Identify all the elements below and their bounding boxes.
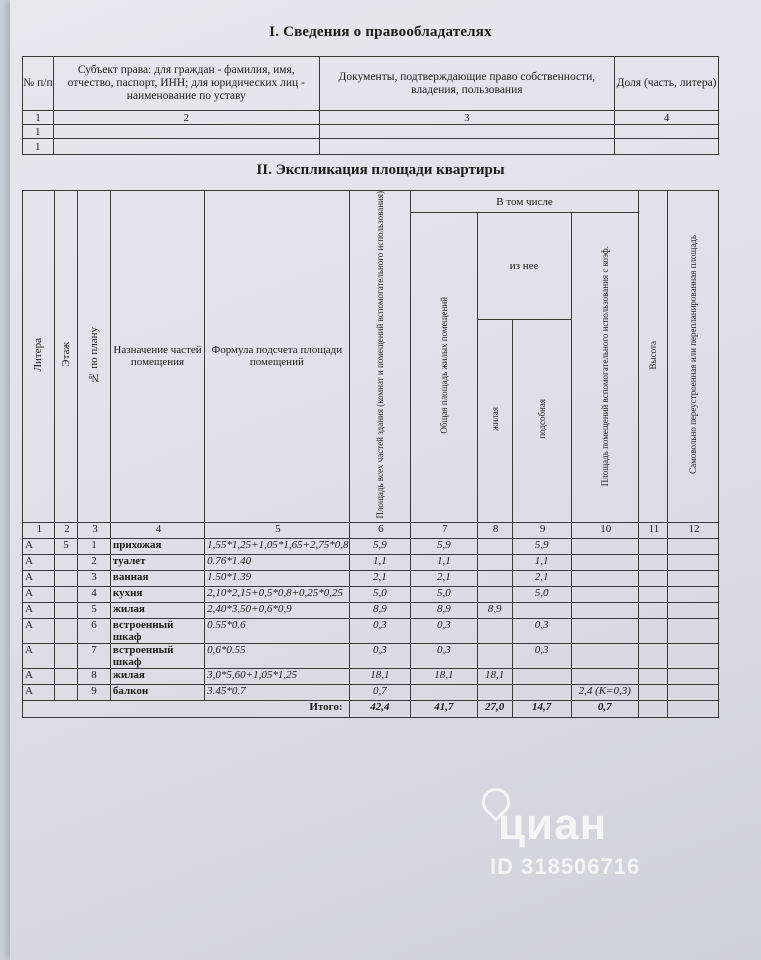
row-purpose: ванная <box>110 570 204 586</box>
row-total: 1,1 <box>349 554 411 570</box>
watermark-id: ID 318506716 <box>490 854 641 879</box>
expl-colnum: 12 <box>667 522 718 538</box>
row-formula: 2,10*2,15+0,5*0,8+0,25*0,25 <box>205 586 349 602</box>
row-floor: 5 <box>54 538 77 554</box>
row-plan-no: 4 <box>78 586 111 602</box>
expl-colnum: 9 <box>512 522 571 538</box>
expl-colnum: 11 <box>638 522 667 538</box>
row-self-rebuilt <box>667 538 718 554</box>
header-aux-coef: Площадь помещений вспомогательного использования с коэф. <box>571 213 638 523</box>
table-row <box>23 668 719 684</box>
row-living <box>477 570 512 586</box>
row-formula: 3,0*5,60+1,05*1,25 <box>205 668 349 684</box>
row-aux-coef: 2,4 (К=0,3) <box>571 684 638 700</box>
row-litera: А <box>23 570 55 586</box>
owners-header-share: Доля (часть, литера) <box>615 57 719 111</box>
row-floor <box>54 618 77 643</box>
header-living: жилая <box>477 319 512 522</box>
row-formula: 3.45*0.7 <box>205 684 349 700</box>
row-total: 0,3 <box>349 618 411 643</box>
owners-colnum: 3 <box>319 111 615 125</box>
cian-watermark <box>462 788 692 888</box>
row-aux-coef <box>571 668 638 684</box>
section1-title: I. Сведения о правообладателях <box>269 24 492 40</box>
table-row <box>23 586 719 602</box>
row-self-rebuilt <box>667 684 718 700</box>
row-purpose: жилая <box>110 668 204 684</box>
row-floor <box>54 602 77 618</box>
header-plan-no: № по плану <box>78 191 111 523</box>
header-including: В том числе <box>411 191 639 213</box>
expl-colnum: 3 <box>78 522 111 538</box>
owners-colnum: 2 <box>53 111 319 125</box>
row-purpose: прихожая <box>110 538 204 554</box>
row-height <box>638 554 667 570</box>
explication-table <box>22 190 719 718</box>
row-litera: А <box>23 643 55 668</box>
row-self-rebuilt <box>667 570 718 586</box>
row-aux <box>512 668 571 684</box>
owner-row-share <box>615 125 719 139</box>
header-auxiliary: подсобная <box>512 319 571 522</box>
expl-colnum: 8 <box>477 522 512 538</box>
row-total: 0,3 <box>349 643 411 668</box>
row-self-rebuilt <box>667 602 718 618</box>
header-of-which: из нее <box>477 213 571 320</box>
row-purpose: балкон <box>110 684 204 700</box>
row-height <box>638 668 667 684</box>
watermark-brand: циан <box>498 800 608 849</box>
row-litera: А <box>23 554 55 570</box>
row-plan-no: 7 <box>78 643 111 668</box>
row-total: 8,9 <box>349 602 411 618</box>
row-total-living: 0,3 <box>411 643 477 668</box>
row-aux-coef <box>571 643 638 668</box>
row-living: 8,9 <box>477 602 512 618</box>
expl-colnum: 6 <box>349 522 411 538</box>
row-litera: А <box>23 586 55 602</box>
row-total-living: 0,3 <box>411 618 477 643</box>
row-purpose: встроенный шкаф <box>110 643 204 668</box>
row-aux-coef <box>571 570 638 586</box>
header-formula: Формула подсчета площади помещений <box>205 191 349 523</box>
table-row <box>23 618 719 643</box>
row-floor <box>54 668 77 684</box>
header-floor: Этаж <box>54 191 77 523</box>
totals-living: 27,0 <box>477 700 512 717</box>
row-plan-no: 3 <box>78 570 111 586</box>
row-total: 2,1 <box>349 570 411 586</box>
totals-label: Итого: <box>23 700 350 717</box>
row-floor <box>54 570 77 586</box>
totals-total-living: 41,7 <box>411 700 477 717</box>
totals-total: 42,4 <box>349 700 411 717</box>
row-total-living: 5,9 <box>411 538 477 554</box>
header-purpose: Назначение частей помещения <box>110 191 204 523</box>
table-row <box>23 602 719 618</box>
row-self-rebuilt <box>667 586 718 602</box>
row-height <box>638 684 667 700</box>
row-litera: А <box>23 602 55 618</box>
row-purpose: кухня <box>110 586 204 602</box>
row-litera: А <box>23 618 55 643</box>
row-formula: 1,55*1,25+1,05*1,65+2,75*0,8 <box>205 538 349 554</box>
header-height: Высота <box>638 191 667 523</box>
row-aux-coef <box>571 618 638 643</box>
row-plan-no: 6 <box>78 618 111 643</box>
section2-title: II. Экспликация площади квартиры <box>256 162 505 178</box>
row-self-rebuilt <box>667 643 718 668</box>
row-floor <box>54 684 77 700</box>
row-self-rebuilt <box>667 618 718 643</box>
row-formula: 0.55*0.6 <box>205 618 349 643</box>
row-self-rebuilt <box>667 668 718 684</box>
owner-row-share <box>615 139 719 155</box>
row-aux <box>512 684 571 700</box>
table-row <box>23 538 719 554</box>
row-height <box>638 538 667 554</box>
row-plan-no: 9 <box>78 684 111 700</box>
row-purpose: жилая <box>110 602 204 618</box>
totals-aux: 14,7 <box>512 700 571 717</box>
expl-colnum: 10 <box>571 522 638 538</box>
row-plan-no: 5 <box>78 602 111 618</box>
row-floor <box>54 554 77 570</box>
owner-row-subject <box>53 125 319 139</box>
totals-aux-coef: 0,7 <box>571 700 638 717</box>
row-aux: 5,0 <box>512 586 571 602</box>
row-litera: А <box>23 684 55 700</box>
totals-self-rebuilt <box>667 700 718 717</box>
owner-row-num: 1 <box>23 125 54 139</box>
row-aux: 0,3 <box>512 643 571 668</box>
table-row <box>23 554 719 570</box>
row-living: 18,1 <box>477 668 512 684</box>
row-total-living: 8,9 <box>411 602 477 618</box>
row-total: 18,1 <box>349 668 411 684</box>
row-total: 5,9 <box>349 538 411 554</box>
row-plan-no: 1 <box>78 538 111 554</box>
row-living <box>477 684 512 700</box>
table-row <box>23 570 719 586</box>
row-living <box>477 554 512 570</box>
row-litera: А <box>23 538 55 554</box>
row-height <box>638 618 667 643</box>
header-self-rebuilt: Самовольно переустроенная или перепланированная площадь <box>667 191 718 523</box>
row-total-living: 5,0 <box>411 586 477 602</box>
owner-row-num: 1 <box>23 139 54 155</box>
row-plan-no: 2 <box>78 554 111 570</box>
row-formula: 2,40*3,50+0,6*0,9 <box>205 602 349 618</box>
table-row <box>23 139 719 155</box>
expl-colnum: 7 <box>411 522 477 538</box>
expl-colnum: 5 <box>205 522 349 538</box>
row-aux-coef <box>571 586 638 602</box>
row-total-living <box>411 684 477 700</box>
row-total: 5,0 <box>349 586 411 602</box>
row-living <box>477 538 512 554</box>
owner-row-documents <box>319 139 615 155</box>
row-litera: А <box>23 668 55 684</box>
owners-header-num: № п/п <box>23 57 54 111</box>
row-height <box>638 570 667 586</box>
owner-row-subject <box>53 139 319 155</box>
row-aux-coef <box>571 554 638 570</box>
table-row <box>23 643 719 668</box>
row-living <box>477 618 512 643</box>
totals-row <box>23 700 719 717</box>
row-aux: 5,9 <box>512 538 571 554</box>
row-aux-coef <box>571 538 638 554</box>
table-row <box>23 684 719 700</box>
owner-row-documents <box>319 125 615 139</box>
row-aux-coef <box>571 602 638 618</box>
row-total-living: 1,1 <box>411 554 477 570</box>
owners-table <box>22 56 719 155</box>
expl-colnum: 2 <box>54 522 77 538</box>
row-total-living: 18,1 <box>411 668 477 684</box>
row-height <box>638 586 667 602</box>
row-plan-no: 8 <box>78 668 111 684</box>
row-total-living: 2,1 <box>411 570 477 586</box>
totals-height <box>638 700 667 717</box>
row-purpose: встроенный шкаф <box>110 618 204 643</box>
row-aux <box>512 602 571 618</box>
row-formula: 0,6*0.55 <box>205 643 349 668</box>
expl-colnum: 4 <box>110 522 204 538</box>
owners-header-documents: Документы, подтверждающие право собственности, владения, пользования <box>319 57 615 111</box>
header-total-living: Общая площадь жилых помещений <box>411 213 477 523</box>
row-floor <box>54 586 77 602</box>
row-purpose: туалет <box>110 554 204 570</box>
header-total-all: Площадь всех частей здания (комнат и помещений вспомогательного использования) <box>349 191 411 523</box>
owners-header-subject: Субъект права: для граждан - фамилия, имя, отчество, паспорт, ИНН; для юридических лиц - наименование по уставу <box>53 57 319 111</box>
row-living <box>477 586 512 602</box>
row-aux: 0,3 <box>512 618 571 643</box>
row-height <box>638 602 667 618</box>
expl-colnum: 1 <box>23 522 55 538</box>
owners-colnum: 4 <box>615 111 719 125</box>
row-floor <box>54 643 77 668</box>
header-litera: Литера <box>23 191 55 523</box>
owners-colnum: 1 <box>23 111 54 125</box>
row-self-rebuilt <box>667 554 718 570</box>
row-total: 0,7 <box>349 684 411 700</box>
row-aux: 1,1 <box>512 554 571 570</box>
row-height <box>638 643 667 668</box>
row-formula: 1.50*1.39 <box>205 570 349 586</box>
row-living <box>477 643 512 668</box>
row-formula: 0.76*1.40 <box>205 554 349 570</box>
table-row <box>23 125 719 139</box>
row-aux: 2,1 <box>512 570 571 586</box>
